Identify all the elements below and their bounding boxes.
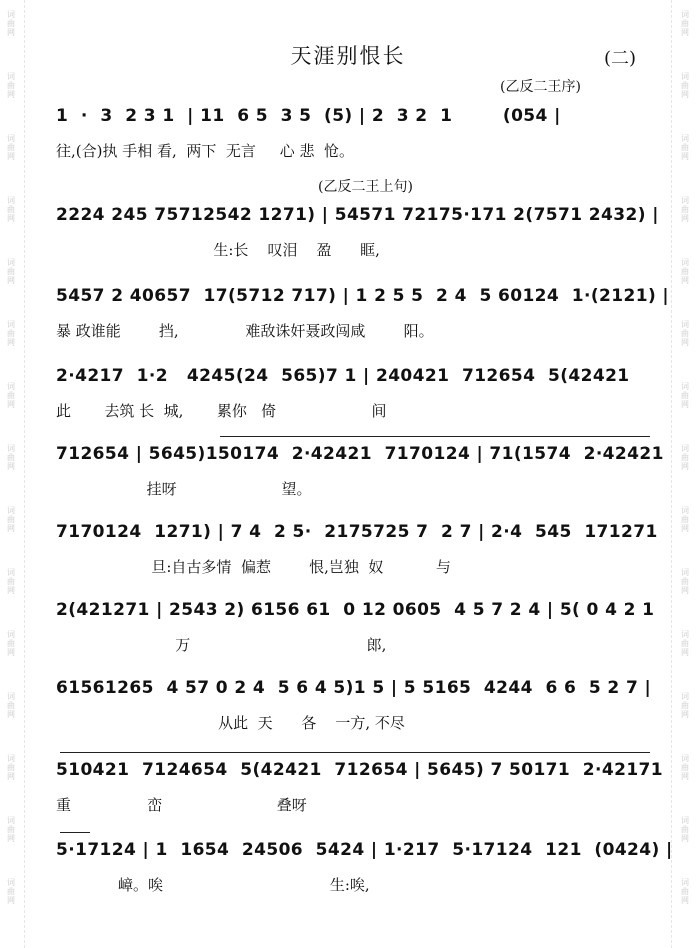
- watermark-stamp: [4, 630, 18, 657]
- watermark-stamp: [4, 320, 18, 347]
- watermark-char: 网: [7, 524, 15, 533]
- score-line-4: [56, 364, 666, 434]
- watermark-char: 曲: [681, 143, 689, 152]
- notation-line: 2(421271 | 2543 2) 6156 61 0 12 0605 4 5 7 2 4 | 5( 0 4 2 1: [56, 600, 655, 620]
- lyrics-line: 此 去筑 长 城, 累你 倚 间: [56, 402, 387, 420]
- watermark-char: 网: [681, 90, 689, 99]
- watermark-char: 曲: [681, 515, 689, 524]
- watermark-stamp: [4, 382, 18, 409]
- part-number: (二): [604, 48, 637, 69]
- watermark-stamp: [4, 196, 18, 223]
- watermark-char: 词: [681, 816, 689, 825]
- watermark-char: 曲: [681, 205, 689, 214]
- watermark-char: 网: [7, 896, 15, 905]
- watermark-char: 网: [681, 834, 689, 843]
- notation-line: 5457 2 40657 17(5712 717) | 1 2 5 5 2 4 5 60124 1·(2121) |: [56, 286, 670, 306]
- watermark-char: 词: [7, 444, 15, 453]
- watermark-char: 曲: [7, 577, 15, 586]
- watermark-char: 词: [7, 506, 15, 515]
- watermark-stamp: [678, 320, 692, 347]
- watermark-stamp: [678, 72, 692, 99]
- watermark-char: 词: [681, 382, 689, 391]
- notation-line: 2·4217 1·2 4245(24 565)7 1 | 240421 712654 5(42421: [56, 366, 630, 386]
- watermark-char: 词: [7, 568, 15, 577]
- watermark-char: 词: [681, 444, 689, 453]
- watermark-stamp: [4, 878, 18, 905]
- watermark-stamp: [678, 10, 692, 37]
- watermark-char: 网: [681, 524, 689, 533]
- notation-line: 510421 7124654 5(42421 712654 | 5645) 7 50171 2·42171: [56, 760, 664, 780]
- notation-line: 7170124 1271) | 7 4 2 5· 2175725 7 2 7 | 2·4 545 171271: [56, 522, 658, 542]
- watermark-char: 网: [7, 276, 15, 285]
- watermark-char: 曲: [7, 453, 15, 462]
- watermark-stamp: [678, 196, 692, 223]
- watermark-char: 词: [681, 878, 689, 887]
- watermark-char: 词: [7, 754, 15, 763]
- watermark-char: 网: [681, 338, 689, 347]
- watermark-char: 词: [681, 754, 689, 763]
- notation-line: 1 · 3 2 3 1 | 11 6 5 3 5 (5) | 2 3 2 1 (054 |: [56, 106, 561, 126]
- watermark-stamp: [678, 878, 692, 905]
- watermark-char: 曲: [681, 81, 689, 90]
- watermark-char: 曲: [681, 825, 689, 834]
- watermark-char: 曲: [7, 205, 15, 214]
- watermark-char: 曲: [681, 887, 689, 896]
- watermark-char: 网: [681, 710, 689, 719]
- watermark-stamp: [678, 134, 692, 161]
- score-line-8: [56, 676, 666, 746]
- notation-line: 5·17124 | 1 1654 24506 5424 | 1·217 5·17124 121 (0424) |: [56, 840, 673, 860]
- slur-line: [60, 832, 90, 833]
- notation-line: 2224 245 75712542 1271) | 54571 72175·171 2(7571 2432) |: [56, 205, 659, 225]
- watermark-char: 词: [681, 692, 689, 701]
- watermark-char: 网: [681, 152, 689, 161]
- watermark-stamp: [4, 816, 18, 843]
- watermark-char: 词: [7, 10, 15, 19]
- lyrics-line: 旦:自古多情 偏惹 恨,岂独 奴 与: [56, 558, 451, 576]
- watermark-char: 曲: [7, 825, 15, 834]
- watermark-char: 网: [7, 834, 15, 843]
- watermark-char: 网: [7, 586, 15, 595]
- watermark-char: 曲: [7, 391, 15, 400]
- watermark-char: 词: [7, 382, 15, 391]
- watermark-char: 曲: [681, 577, 689, 586]
- watermark-char: 词: [681, 630, 689, 639]
- watermark-char: 词: [681, 196, 689, 205]
- watermark-char: 曲: [7, 143, 15, 152]
- watermark-char: 词: [681, 72, 689, 81]
- watermark-stamp: [678, 382, 692, 409]
- watermark-stamp: [678, 754, 692, 781]
- watermark-stamp: [4, 568, 18, 595]
- watermark-char: 词: [7, 258, 15, 267]
- watermark-char: 曲: [7, 763, 15, 772]
- watermark-char: 网: [7, 214, 15, 223]
- score-line-6: [56, 520, 666, 590]
- watermark-char: 词: [681, 10, 689, 19]
- watermark-char: 网: [681, 586, 689, 595]
- annotation-upper-line: (乙反二王上句): [318, 179, 413, 195]
- watermark-stamp: [4, 754, 18, 781]
- watermark-char: 词: [7, 134, 15, 143]
- watermark-char: 词: [7, 196, 15, 205]
- watermark-char: 词: [681, 506, 689, 515]
- notation-line: 61561265 4 57 0 2 4 5 6 4 5)1 5 | 5 5165 4244 6 6 5 2 7 |: [56, 678, 652, 698]
- score-line-1: [56, 104, 666, 174]
- watermark-char: 曲: [7, 639, 15, 648]
- lyrics-line: 万 郎,: [56, 636, 387, 654]
- watermark-char: 网: [681, 28, 689, 37]
- slur-line: [60, 752, 650, 753]
- annotation-intro: (乙反二王序): [500, 79, 581, 95]
- watermark-char: 词: [681, 568, 689, 577]
- watermark-char: 网: [681, 400, 689, 409]
- watermark-char: 曲: [7, 329, 15, 338]
- slur-line: [220, 436, 650, 437]
- score-line-9: [56, 758, 666, 828]
- song-title: 天涯别恨长: [290, 44, 406, 68]
- watermark-char: 词: [681, 134, 689, 143]
- watermark-stamp: [678, 444, 692, 471]
- watermark-stamp: [4, 506, 18, 533]
- watermark-char: 网: [7, 462, 15, 471]
- watermark-stamp: [4, 72, 18, 99]
- lyrics-line: 暴 政谁能 挡, 难敌诛奸聂政闯咸 阳。: [56, 322, 434, 340]
- watermark-char: 曲: [7, 81, 15, 90]
- watermark-char: 网: [681, 462, 689, 471]
- score-line-2: [56, 203, 666, 273]
- lyrics-line: 挂呀 望。: [56, 480, 312, 498]
- watermark-stamp: [678, 630, 692, 657]
- watermark-stamp: [678, 506, 692, 533]
- watermark-stamp: [4, 444, 18, 471]
- lyrics-line: 从此 天 各 一方, 不尽: [56, 714, 405, 732]
- watermark-char: 网: [7, 28, 15, 37]
- watermark-char: 词: [7, 816, 15, 825]
- lyrics-line: 嶂。唉 生:唉,: [56, 876, 370, 894]
- lyrics-line: 重 峦 叠呀: [56, 796, 307, 814]
- watermark-char: 曲: [681, 267, 689, 276]
- watermark-char: 曲: [681, 763, 689, 772]
- watermark-char: 网: [7, 400, 15, 409]
- watermark-char: 曲: [7, 515, 15, 524]
- watermark-char: 曲: [681, 329, 689, 338]
- watermark-stamp: [4, 10, 18, 37]
- watermark-stamp: [678, 258, 692, 285]
- watermark-char: 网: [7, 710, 15, 719]
- watermark-char: 词: [681, 258, 689, 267]
- watermark-char: 曲: [7, 267, 15, 276]
- watermark-stamp: [4, 134, 18, 161]
- watermark-char: 词: [7, 878, 15, 887]
- notation-line: 712654 | 5645)150174 2·42421 7170124 | 71(1574 2·42421: [56, 444, 664, 464]
- lyrics-line: 往,(合)执 手相 看, 两下 无言 心 悲 怆。: [56, 142, 354, 160]
- score-line-3: [56, 284, 670, 354]
- score-line-5: [56, 442, 666, 512]
- watermark-stamp: [678, 568, 692, 595]
- watermark-char: 曲: [7, 701, 15, 710]
- watermark-char: 曲: [7, 19, 15, 28]
- lyrics-line: 生:长 叹泪 盈 眶,: [56, 241, 380, 259]
- watermark-char: 网: [681, 772, 689, 781]
- watermark-stamp: [678, 816, 692, 843]
- watermark-char: 曲: [7, 887, 15, 896]
- watermark-stamp: [678, 692, 692, 719]
- watermark-char: 网: [7, 152, 15, 161]
- watermark-stamp: [4, 258, 18, 285]
- watermark-char: 曲: [681, 701, 689, 710]
- score-line-10: [56, 838, 673, 908]
- watermark-char: 曲: [681, 639, 689, 648]
- watermark-stamp: [4, 692, 18, 719]
- watermark-char: 网: [681, 276, 689, 285]
- watermark-char: 曲: [681, 453, 689, 462]
- watermark-char: 网: [7, 90, 15, 99]
- watermark-char: 词: [7, 320, 15, 329]
- watermark-char: 曲: [681, 391, 689, 400]
- watermark-char: 词: [7, 692, 15, 701]
- watermark-char: 网: [7, 648, 15, 657]
- watermark-char: 网: [681, 896, 689, 905]
- watermark-char: 词: [7, 630, 15, 639]
- watermark-char: 词: [681, 320, 689, 329]
- watermark-char: 词: [7, 72, 15, 81]
- watermark-char: 网: [7, 772, 15, 781]
- watermark-char: 网: [681, 214, 689, 223]
- watermark-char: 网: [7, 338, 15, 347]
- watermark-char: 网: [681, 648, 689, 657]
- score-line-7: [56, 598, 666, 668]
- watermark-char: 曲: [681, 19, 689, 28]
